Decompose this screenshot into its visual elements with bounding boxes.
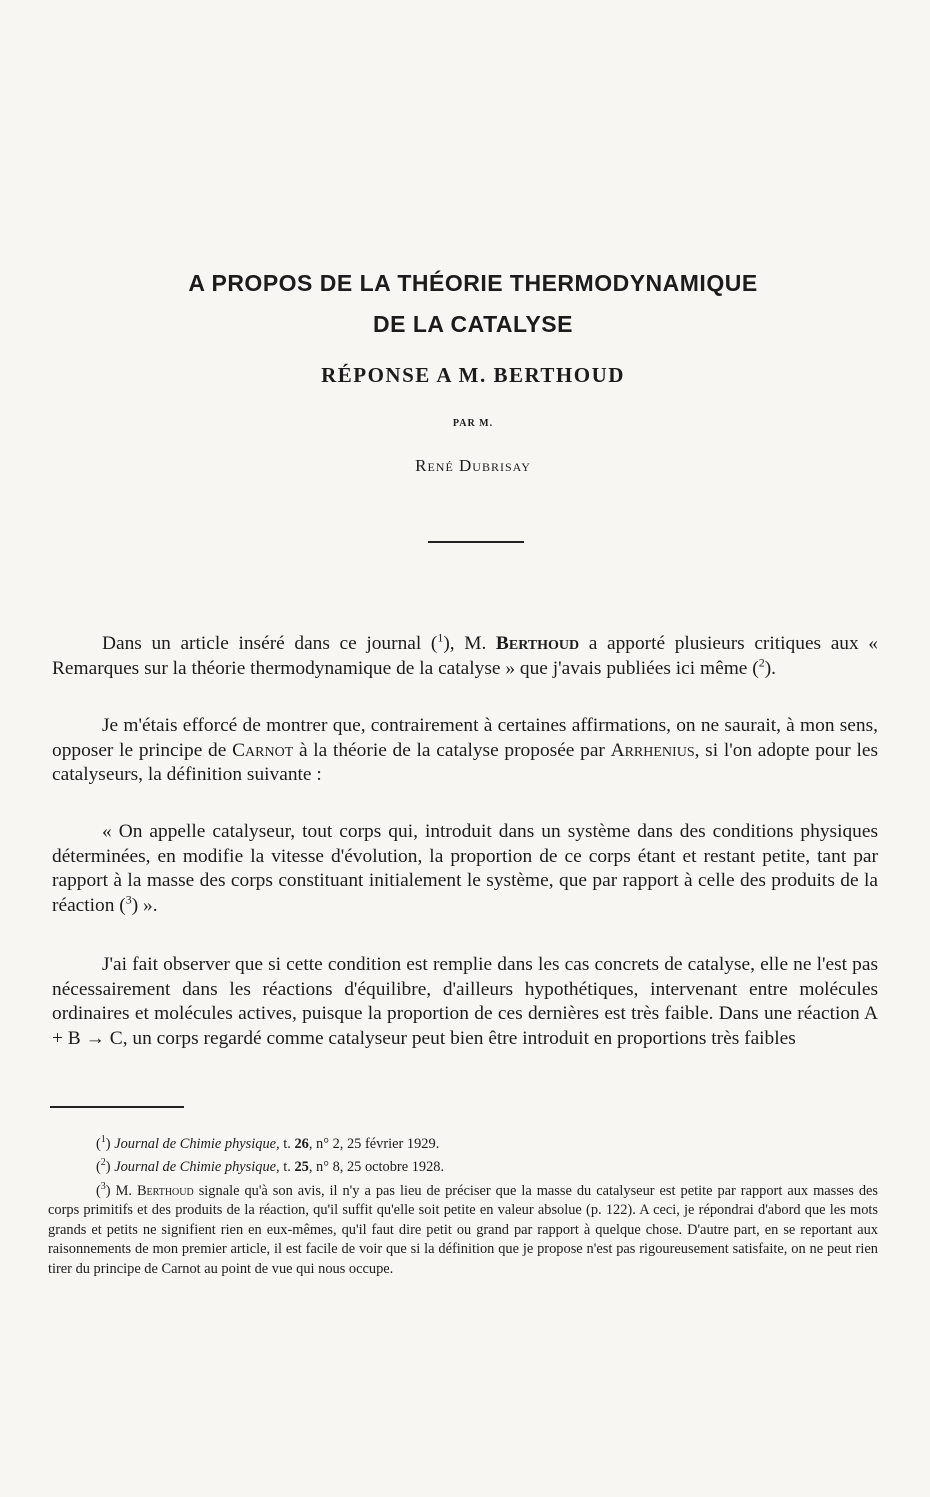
footnote-1-tome: t. (279, 1135, 295, 1152)
name-berthoud: Berthoud (495, 633, 580, 654)
paragraph-2-text-b: à la théorie de la catalyse proposée par (293, 739, 611, 761)
article-title-line-2: DE LA CATALYSE (373, 311, 573, 337)
footnote-3-mark: 3 (100, 1181, 106, 1192)
footnote-3-name-berthoud: Berthoud (136, 1182, 194, 1199)
footnote-ref-2: 2 (758, 655, 765, 670)
footnote-1: ($^1$) Journal de Chimie physique, t. 26, n° 2, 25 février 1929. (96, 1134, 440, 1152)
paragraph-2 (52, 714, 878, 788)
paragraph-1-text-a: Dans un article inséré dans ce journal ( (102, 633, 438, 654)
name-arrhenius: Arrhenius (610, 739, 695, 761)
footnote-ref-1: 1 (437, 630, 444, 645)
footnote-2-volume: 25 (294, 1158, 309, 1175)
footnote-2-mark: 2 (100, 1157, 106, 1168)
footnote-1-volume: 26 (294, 1135, 309, 1152)
paragraph-1 (52, 632, 878, 681)
author-name: René Dubrisay (415, 456, 531, 475)
footnote-3-text-a: M. (110, 1182, 137, 1199)
footnote-1-rest: , n° 2, 25 février 1929. (308, 1135, 440, 1152)
article-subtitle: RÉPONSE A M. BERTHOUD (321, 363, 625, 387)
paragraph-3-text-a: « On appelle catalyseur, tout corps qui, introduit dans un système dans des conditions physiques déterminées, en modifie la vitesse d'évolution, la proportion de ce corps étant et restant petite, tant par rapport à la masse des corps constituant initialement le système, que par rapport à celle des produits de la réaction ( (52, 821, 878, 916)
footnote-2-tome: t. (279, 1158, 295, 1175)
footnote-3: ($^3$) M. Berthoud signale qu'à son avis, il n'y a pas lieu de préciser que la masse du catalyseur est petite par rapport aux masses des corps primitifs et des produits de la réaction, qu'il suffit qu'elle soit petite en valeur absolue (p. 122). A ceci, je répondrai d'abord que les mots grands et petits ne signifient rien en eux-mêmes, qu'il faut dire petit ou grand par rapport à quelque chose. D'autre part, en se reportant aux raisonnements de mon premier article, il est facile de voir que si la définition que je propose n'est pas rigoureusement satisfaite, on ne peut rien tirer du principe de Carnot au point de vue qui nous occupe. (48, 1181, 879, 1277)
paragraph-2-text-c: , si l'on adopte pour les catalyseurs, la définition suivante : (52, 739, 879, 786)
paragraph-1-text-d: ). (764, 657, 777, 679)
footnote-2-rest: , n° 8, 25 octobre 1928. (308, 1158, 445, 1175)
paragraph-2-text-a: Je m'étais efforcé de montrer que, contrairement à certaines affirmations, on ne saurait, à mon sens, opposer le principe de (52, 715, 878, 761)
paragraph-3-definition (52, 820, 878, 918)
footnote-1-journal: Journal de Chimie physique, (114, 1135, 280, 1152)
footnote-2-journal: Journal de Chimie physique, (114, 1158, 280, 1175)
name-carnot: Carnot (232, 739, 294, 761)
paragraph-1-text-c: a apporté plusieurs critiques aux « Remarques sur la théorie thermodynamique de la catalyse » que j'avais publiées ici même ( (52, 633, 878, 679)
footnote-separator-rule (50, 1106, 184, 1108)
footnote-3-text-b: signale qu'à son avis, il n'y a pas lieu de préciser que la masse du catalyseur est petite par rapport aux masses des corps primitifs et des produits de la réaction, qu'il suffit qu'elle soit petite en valeur absolue (p. 122). A ceci, je répondrai d'abord que les mots grands et petits ne signifient rien en eux-mêmes, qu'il faut dire petit ou grand par rapport à quelque chose. D'autre part, en se reportant aux raisonnements de mon premier article, il est facile de voir que si la définition que je propose n'est pas rigoureusement satisfaite, on ne peut rien tirer du principe de Carnot au point de vue qui nous occupe. (48, 1182, 879, 1277)
title-separator-rule (428, 541, 524, 543)
article-title-line-1: A PROPOS DE LA THÉORIE THERMODYNAMIQUE (188, 270, 758, 296)
paragraph-1-text-b: ), M. (443, 633, 496, 654)
paragraph-3-text-b: ) ». (131, 894, 158, 916)
footnote-1-mark: 1 (100, 1134, 106, 1145)
footnote-2: ($^2$) Journal de Chimie physique, t. 25, n° 8, 25 octobre 1928. (96, 1157, 445, 1175)
paragraph-4: J'ai fait observer que si cette condition est remplie dans les cas concrets de catalyse, elle ne l'est pas nécessairement dans les réactions d'équilibre, d'ailleurs hypothétiques, intervenant entre molécules ordinaires et molécules actives, puisque la proportion de ces dernières est très faible. Dans une réaction A + B → C, un corps regardé comme catalyseur peut bien être introduit en proportions très faibles (52, 954, 878, 1049)
byline-par: PAR M. (452, 418, 494, 429)
footnote-ref-3: 3 (125, 892, 132, 907)
